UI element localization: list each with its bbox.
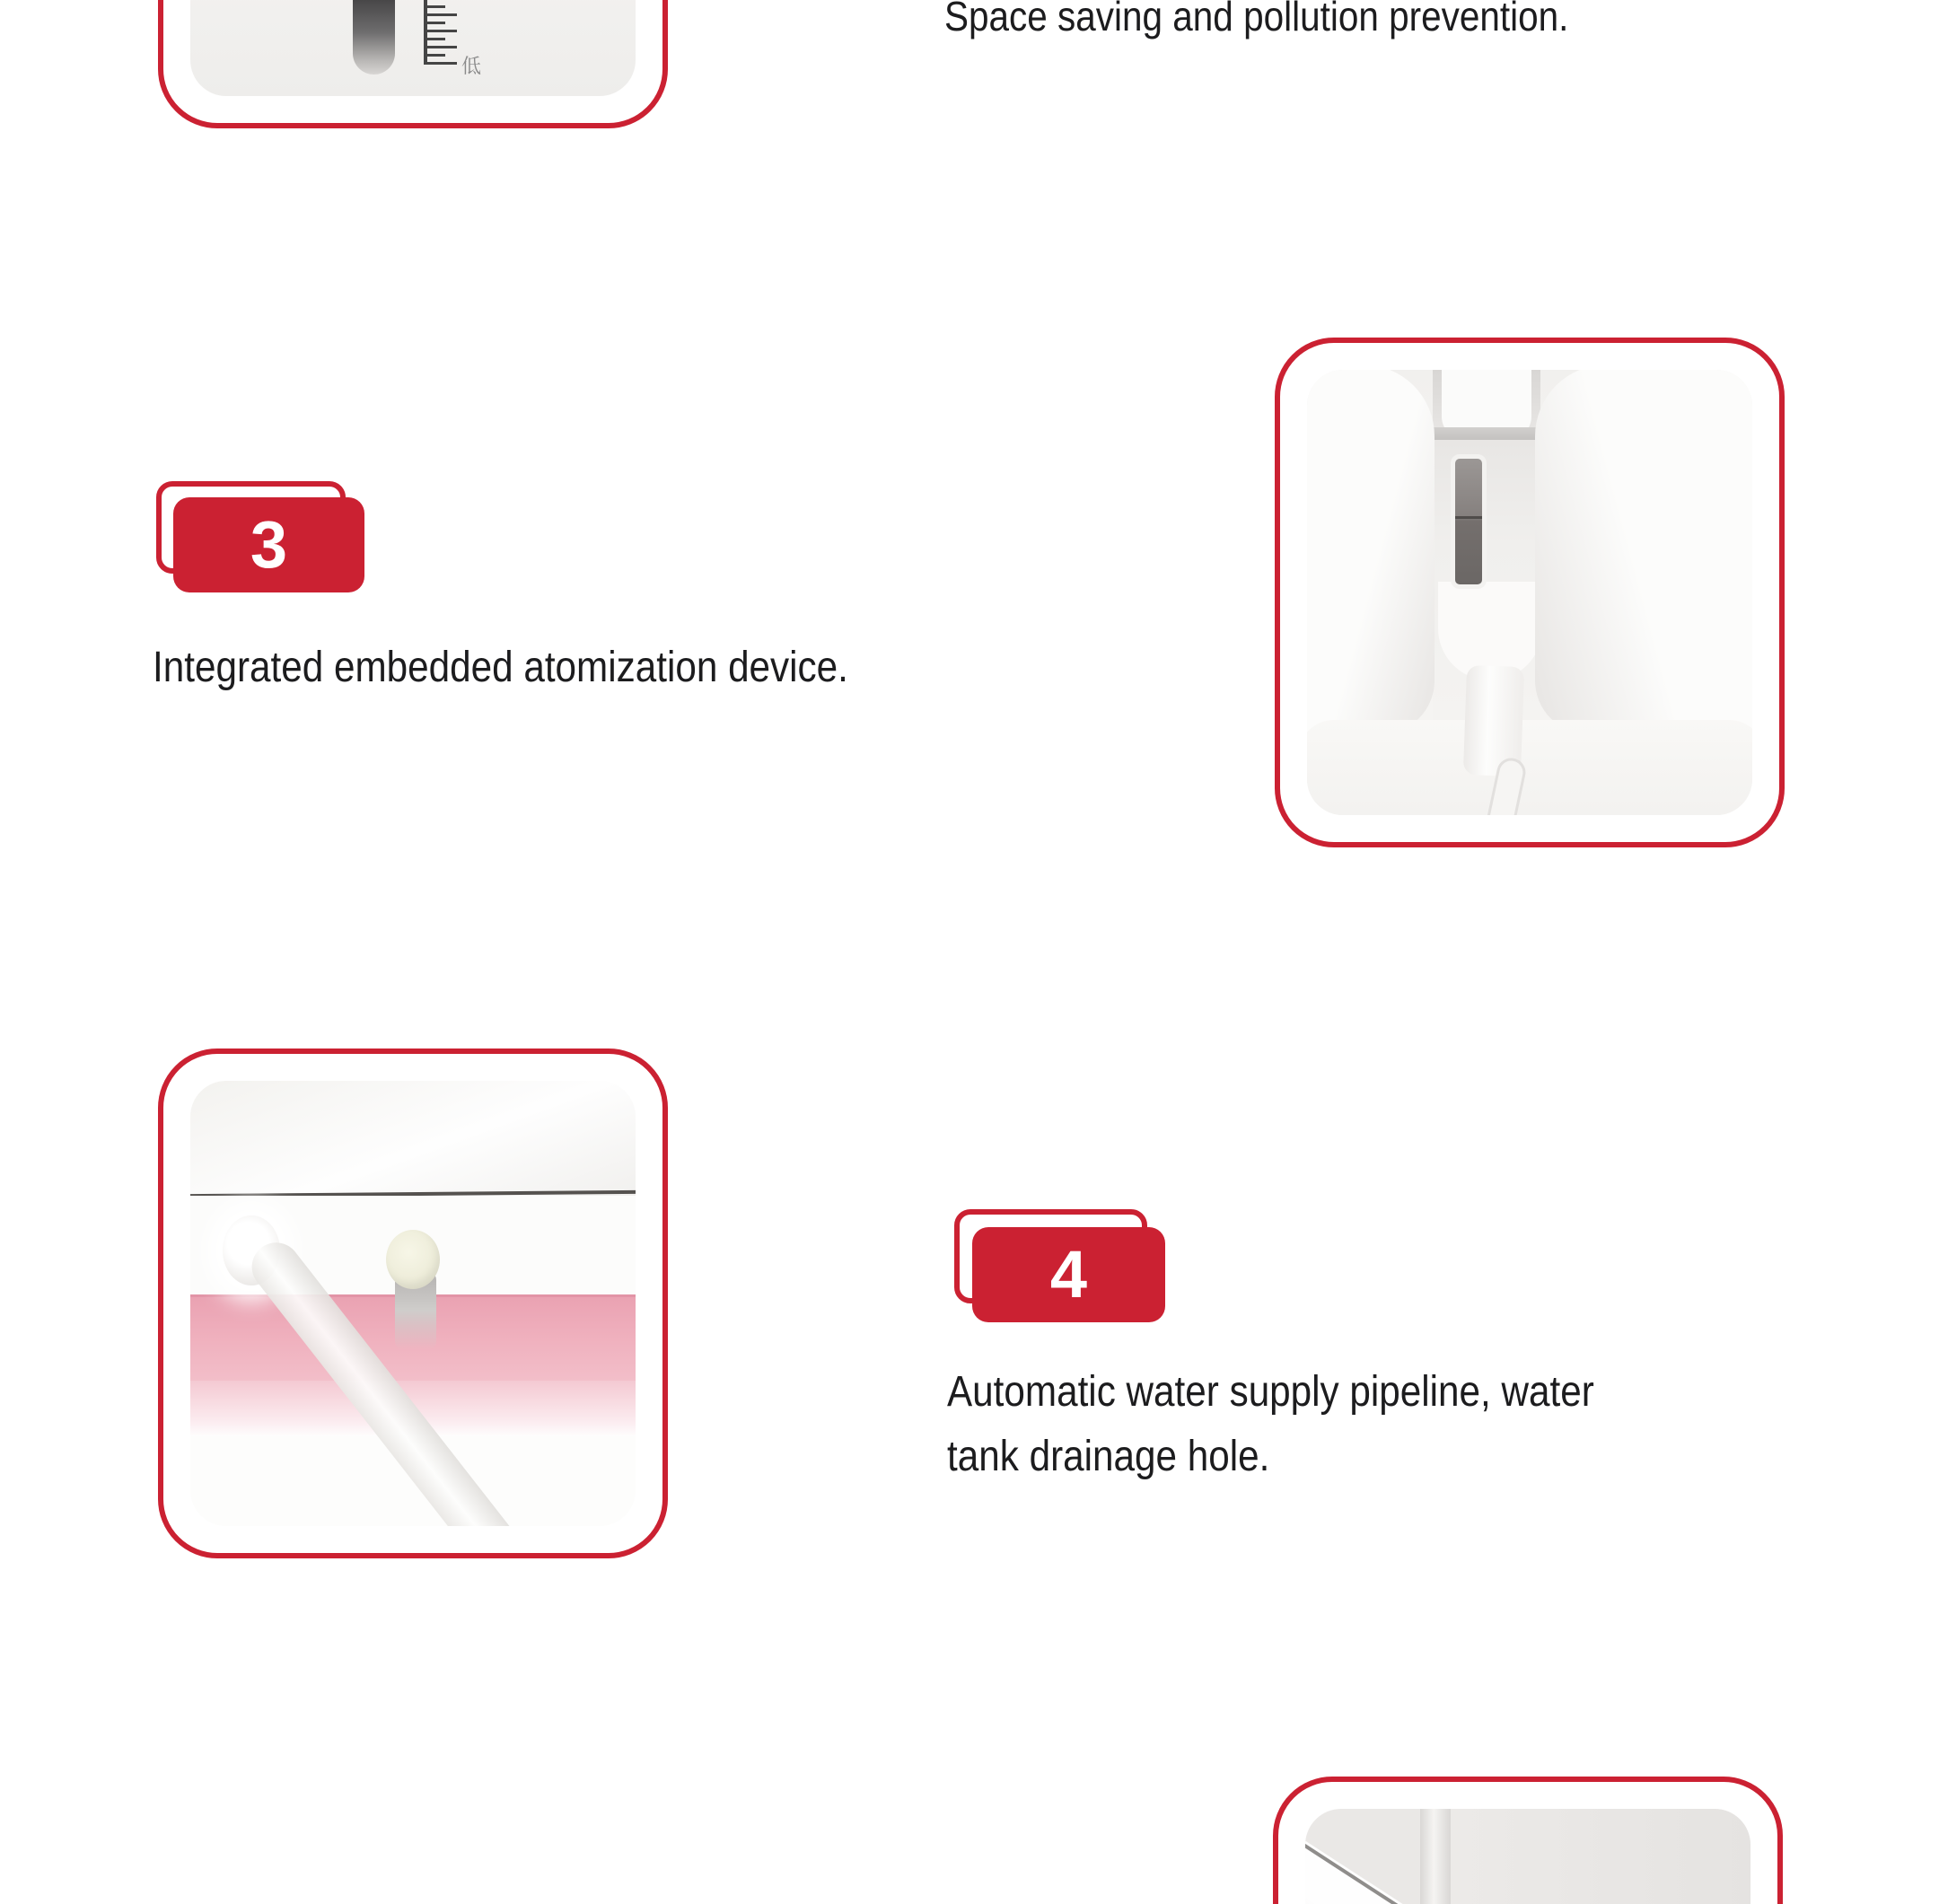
feature5-image-frame [1273, 1777, 1783, 1904]
feature4-caption-line2: tank drainage hole. [947, 1433, 1270, 1480]
feature2-caption: Space saving and pollution prevention. [944, 0, 1569, 39]
gauge-low-label: 低 [461, 55, 482, 77]
feature4-caption [947, 1360, 1594, 1489]
atomizer-window [1451, 454, 1487, 589]
atomizer-bottom-panel [1307, 720, 1752, 815]
panel-vertical-ridge [1420, 1809, 1451, 1904]
atomizer-left-wing [1307, 370, 1435, 734]
feature2-image-frame [158, 0, 668, 128]
gauge-ruler-ticks-short [427, 0, 445, 65]
feature3-number: 3 [250, 507, 288, 582]
feature3-badge [156, 481, 372, 598]
panel-photo [1305, 1809, 1750, 1904]
feature3-badge-fill [173, 497, 364, 592]
drainage-cap [386, 1230, 440, 1289]
feature4-badge [954, 1209, 1170, 1326]
pipeline-top-panel [190, 1081, 636, 1198]
pipeline-photo [190, 1081, 636, 1526]
atomizer-right-wing [1535, 370, 1752, 734]
feature4-image-frame [158, 1049, 668, 1558]
atomizer-window-divider [1455, 516, 1482, 519]
atomizer-band [1433, 427, 1540, 440]
feature4-number: 4 [1049, 1237, 1088, 1312]
feature3-image-frame [1275, 338, 1785, 847]
panel-right-area [1451, 1809, 1750, 1904]
gauge-slot [353, 0, 395, 75]
atomizer-photo [1307, 370, 1752, 815]
feature4-caption-line1: Automatic water supply pipeline, water [947, 1368, 1594, 1416]
water-level-gauge-photo [190, 0, 636, 96]
feature3-caption: Integrated embedded atomization device. [153, 644, 848, 691]
feature4-badge-fill [972, 1227, 1165, 1322]
